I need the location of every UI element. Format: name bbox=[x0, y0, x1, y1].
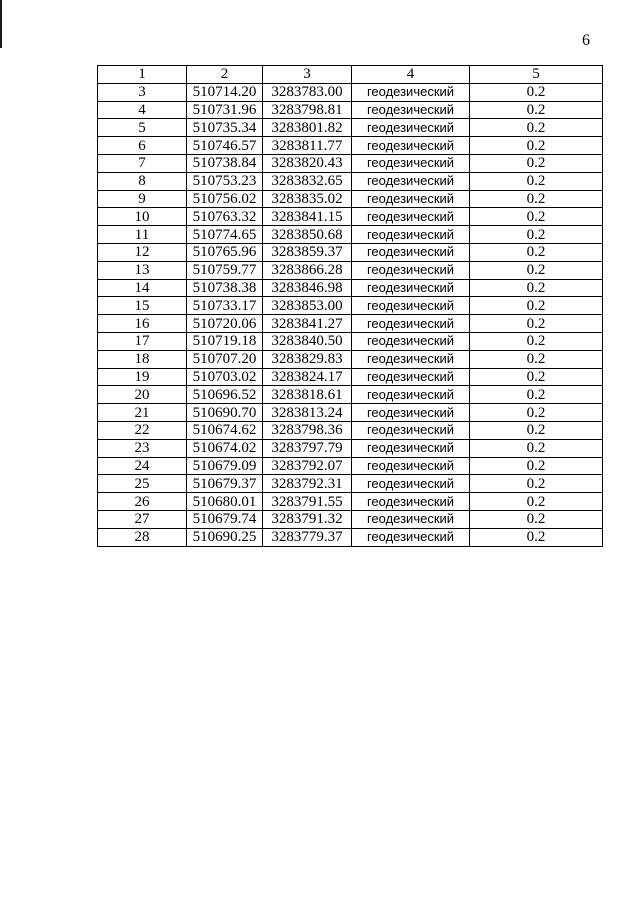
method-cell: геодезический bbox=[352, 404, 470, 422]
table-row bbox=[98, 226, 603, 244]
point-number-cell: 21 bbox=[98, 404, 187, 422]
x-coordinate-cell: 510738.84 bbox=[187, 154, 263, 172]
x-coordinate-cell: 510690.70 bbox=[187, 404, 263, 422]
table-row bbox=[98, 528, 603, 546]
point-number-cell: 22 bbox=[98, 421, 187, 439]
column-header: 5 bbox=[470, 66, 603, 84]
method-cell: геодезический bbox=[352, 315, 470, 333]
table-row bbox=[98, 101, 603, 119]
table-row bbox=[98, 475, 603, 493]
point-number-cell: 11 bbox=[98, 226, 187, 244]
point-number-cell: 6 bbox=[98, 137, 187, 155]
y-coordinate-cell: 3283798.36 bbox=[263, 421, 352, 439]
accuracy-cell: 0.2 bbox=[470, 332, 603, 350]
x-coordinate-cell: 510738.38 bbox=[187, 279, 263, 297]
method-cell: геодезический bbox=[352, 510, 470, 528]
table-row bbox=[98, 172, 603, 190]
accuracy-cell: 0.2 bbox=[470, 297, 603, 315]
y-coordinate-cell: 3283792.07 bbox=[263, 457, 352, 475]
table-row bbox=[98, 404, 603, 422]
accuracy-cell: 0.2 bbox=[470, 119, 603, 137]
point-number-cell: 14 bbox=[98, 279, 187, 297]
method-cell: геодезический bbox=[352, 386, 470, 404]
column-header: 1 bbox=[98, 66, 187, 84]
accuracy-cell: 0.2 bbox=[470, 386, 603, 404]
x-coordinate-cell: 510756.02 bbox=[187, 190, 263, 208]
table-row bbox=[98, 137, 603, 155]
accuracy-cell: 0.2 bbox=[470, 190, 603, 208]
y-coordinate-cell: 3283783.00 bbox=[263, 83, 352, 101]
point-number-cell: 8 bbox=[98, 172, 187, 190]
point-number-cell: 12 bbox=[98, 243, 187, 261]
accuracy-cell: 0.2 bbox=[470, 439, 603, 457]
x-coordinate-cell: 510719.18 bbox=[187, 332, 263, 350]
accuracy-cell: 0.2 bbox=[470, 404, 603, 422]
table-row bbox=[98, 332, 603, 350]
accuracy-cell: 0.2 bbox=[470, 279, 603, 297]
page-number: 6 bbox=[582, 32, 590, 49]
table-row bbox=[98, 315, 603, 333]
y-coordinate-cell: 3283850.68 bbox=[263, 226, 352, 244]
point-number-cell: 25 bbox=[98, 475, 187, 493]
y-coordinate-cell: 3283829.83 bbox=[263, 350, 352, 368]
method-cell: геодезический bbox=[352, 154, 470, 172]
table-row bbox=[98, 119, 603, 137]
method-cell: геодезический bbox=[352, 528, 470, 546]
table-row bbox=[98, 368, 603, 386]
x-coordinate-cell: 510774.65 bbox=[187, 226, 263, 244]
table-row bbox=[98, 493, 603, 511]
y-coordinate-cell: 3283835.02 bbox=[263, 190, 352, 208]
method-cell: геодезический bbox=[352, 208, 470, 226]
table-row bbox=[98, 261, 603, 279]
x-coordinate-cell: 510674.02 bbox=[187, 439, 263, 457]
y-coordinate-cell: 3283866.28 bbox=[263, 261, 352, 279]
accuracy-cell: 0.2 bbox=[470, 493, 603, 511]
coordinates-table bbox=[97, 65, 603, 547]
method-cell: геодезический bbox=[352, 190, 470, 208]
method-cell: геодезический bbox=[352, 297, 470, 315]
x-coordinate-cell: 510763.32 bbox=[187, 208, 263, 226]
y-coordinate-cell: 3283824.17 bbox=[263, 368, 352, 386]
y-coordinate-cell: 3283818.61 bbox=[263, 386, 352, 404]
y-coordinate-cell: 3283832.65 bbox=[263, 172, 352, 190]
table-row bbox=[98, 386, 603, 404]
accuracy-cell: 0.2 bbox=[470, 368, 603, 386]
method-cell: геодезический bbox=[352, 475, 470, 493]
table-row bbox=[98, 421, 603, 439]
y-coordinate-cell: 3283811.77 bbox=[263, 137, 352, 155]
accuracy-cell: 0.2 bbox=[470, 261, 603, 279]
x-coordinate-cell: 510720.06 bbox=[187, 315, 263, 333]
method-cell: геодезический bbox=[352, 350, 470, 368]
method-cell: геодезический bbox=[352, 101, 470, 119]
accuracy-cell: 0.2 bbox=[470, 208, 603, 226]
accuracy-cell: 0.2 bbox=[470, 475, 603, 493]
point-number-cell: 20 bbox=[98, 386, 187, 404]
accuracy-cell: 0.2 bbox=[470, 83, 603, 101]
x-coordinate-cell: 510731.96 bbox=[187, 101, 263, 119]
x-coordinate-cell: 510679.09 bbox=[187, 457, 263, 475]
x-coordinate-cell: 510735.34 bbox=[187, 119, 263, 137]
point-number-cell: 27 bbox=[98, 510, 187, 528]
y-coordinate-cell: 3283791.32 bbox=[263, 510, 352, 528]
table-row bbox=[98, 83, 603, 101]
accuracy-cell: 0.2 bbox=[470, 226, 603, 244]
table-row bbox=[98, 297, 603, 315]
y-coordinate-cell: 3283841.15 bbox=[263, 208, 352, 226]
x-coordinate-cell: 510753.23 bbox=[187, 172, 263, 190]
point-number-cell: 3 bbox=[98, 83, 187, 101]
point-number-cell: 26 bbox=[98, 493, 187, 511]
table-row bbox=[98, 243, 603, 261]
point-number-cell: 18 bbox=[98, 350, 187, 368]
accuracy-cell: 0.2 bbox=[470, 528, 603, 546]
table-row bbox=[98, 439, 603, 457]
y-coordinate-cell: 3283779.37 bbox=[263, 528, 352, 546]
table-row bbox=[98, 279, 603, 297]
table-row bbox=[98, 350, 603, 368]
table-row bbox=[98, 190, 603, 208]
method-cell: геодезический bbox=[352, 119, 470, 137]
method-cell: геодезический bbox=[352, 457, 470, 475]
x-coordinate-cell: 510746.57 bbox=[187, 137, 263, 155]
accuracy-cell: 0.2 bbox=[470, 457, 603, 475]
accuracy-cell: 0.2 bbox=[470, 421, 603, 439]
table-row bbox=[98, 510, 603, 528]
table-header-row bbox=[98, 66, 603, 84]
y-coordinate-cell: 3283846.98 bbox=[263, 279, 352, 297]
y-coordinate-cell: 3283791.55 bbox=[263, 493, 352, 511]
accuracy-cell: 0.2 bbox=[470, 137, 603, 155]
x-coordinate-cell: 510690.25 bbox=[187, 528, 263, 546]
scan-edge-line bbox=[0, 0, 2, 48]
x-coordinate-cell: 510765.96 bbox=[187, 243, 263, 261]
method-cell: геодезический bbox=[352, 368, 470, 386]
method-cell: геодезический bbox=[352, 226, 470, 244]
x-coordinate-cell: 510714.20 bbox=[187, 83, 263, 101]
x-coordinate-cell: 510707.20 bbox=[187, 350, 263, 368]
point-number-cell: 24 bbox=[98, 457, 187, 475]
accuracy-cell: 0.2 bbox=[470, 315, 603, 333]
table-body bbox=[98, 83, 603, 546]
accuracy-cell: 0.2 bbox=[470, 350, 603, 368]
column-header: 3 bbox=[263, 66, 352, 84]
accuracy-cell: 0.2 bbox=[470, 510, 603, 528]
accuracy-cell: 0.2 bbox=[470, 172, 603, 190]
method-cell: геодезический bbox=[352, 332, 470, 350]
y-coordinate-cell: 3283797.79 bbox=[263, 439, 352, 457]
method-cell: геодезический bbox=[352, 243, 470, 261]
y-coordinate-cell: 3283798.81 bbox=[263, 101, 352, 119]
y-coordinate-cell: 3283841.27 bbox=[263, 315, 352, 333]
method-cell: геодезический bbox=[352, 172, 470, 190]
accuracy-cell: 0.2 bbox=[470, 154, 603, 172]
point-number-cell: 19 bbox=[98, 368, 187, 386]
y-coordinate-cell: 3283859.37 bbox=[263, 243, 352, 261]
y-coordinate-cell: 3283792.31 bbox=[263, 475, 352, 493]
method-cell: геодезический bbox=[352, 439, 470, 457]
point-number-cell: 10 bbox=[98, 208, 187, 226]
column-header: 4 bbox=[352, 66, 470, 84]
method-cell: геодезический bbox=[352, 261, 470, 279]
y-coordinate-cell: 3283813.24 bbox=[263, 404, 352, 422]
method-cell: геодезический bbox=[352, 421, 470, 439]
accuracy-cell: 0.2 bbox=[470, 243, 603, 261]
point-number-cell: 4 bbox=[98, 101, 187, 119]
x-coordinate-cell: 510679.37 bbox=[187, 475, 263, 493]
y-coordinate-cell: 3283840.50 bbox=[263, 332, 352, 350]
table-row bbox=[98, 208, 603, 226]
accuracy-cell: 0.2 bbox=[470, 101, 603, 119]
point-number-cell: 9 bbox=[98, 190, 187, 208]
column-header: 2 bbox=[187, 66, 263, 84]
y-coordinate-cell: 3283820.43 bbox=[263, 154, 352, 172]
x-coordinate-cell: 510679.74 bbox=[187, 510, 263, 528]
point-number-cell: 7 bbox=[98, 154, 187, 172]
method-cell: геодезический bbox=[352, 493, 470, 511]
x-coordinate-cell: 510759.77 bbox=[187, 261, 263, 279]
x-coordinate-cell: 510703.02 bbox=[187, 368, 263, 386]
point-number-cell: 17 bbox=[98, 332, 187, 350]
x-coordinate-cell: 510680.01 bbox=[187, 493, 263, 511]
point-number-cell: 5 bbox=[98, 119, 187, 137]
point-number-cell: 16 bbox=[98, 315, 187, 333]
method-cell: геодезический bbox=[352, 279, 470, 297]
point-number-cell: 23 bbox=[98, 439, 187, 457]
x-coordinate-cell: 510696.52 bbox=[187, 386, 263, 404]
method-cell: геодезический bbox=[352, 83, 470, 101]
x-coordinate-cell: 510733.17 bbox=[187, 297, 263, 315]
point-number-cell: 15 bbox=[98, 297, 187, 315]
y-coordinate-cell: 3283801.82 bbox=[263, 119, 352, 137]
method-cell: геодезический bbox=[352, 137, 470, 155]
table-row bbox=[98, 457, 603, 475]
point-number-cell: 28 bbox=[98, 528, 187, 546]
y-coordinate-cell: 3283853.00 bbox=[263, 297, 352, 315]
x-coordinate-cell: 510674.62 bbox=[187, 421, 263, 439]
point-number-cell: 13 bbox=[98, 261, 187, 279]
table-row bbox=[98, 154, 603, 172]
